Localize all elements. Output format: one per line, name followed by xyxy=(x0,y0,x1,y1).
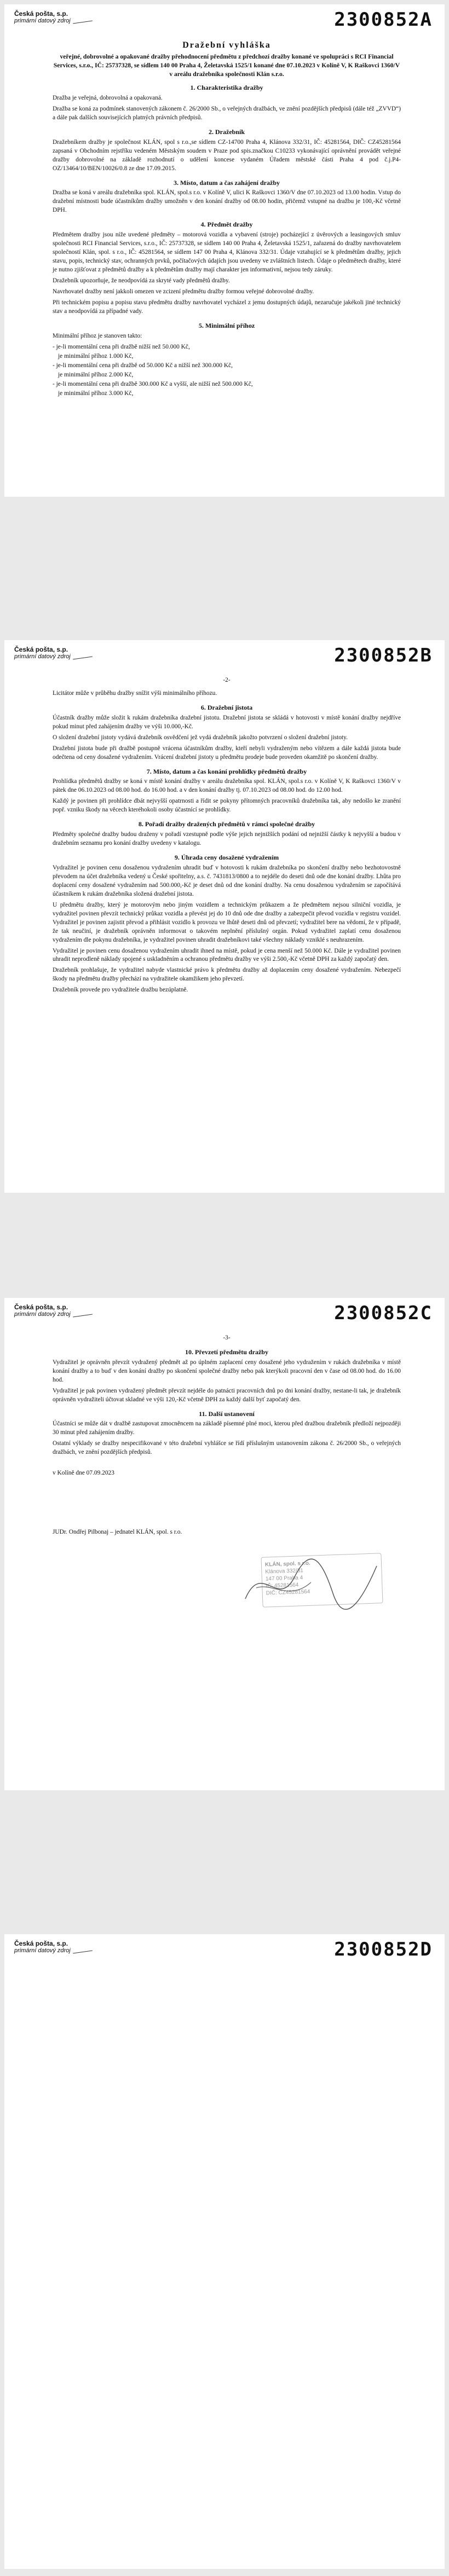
section-heading: 2. Dražebník xyxy=(209,128,245,136)
document-subtitle: veřejné, dobrovolné a opakované dražby přehodnocení předmětu z předchozí dražby konané ve spolupráci s RCI Financial Services, s.r.o., IČ: 25737328, se sídlem 140 00 Praha 4, Želetavská 1525/1 konané dne 07.10.2023 v Kolíně V, K Raškovci 1360/V v areálu dražebníka společnosti Klán s.r.o. xyxy=(53,53,400,78)
stamp-line: KLÁN, spol. s r.o. xyxy=(264,1560,310,1568)
section-paragraph: Každý je povinen při prohlídce dbát nejvyšší opatrnosti a řídit se pokyny přítomných pracovníků dražebníka tak, aby nedošlo ke zranění popř. vzniku škody na věcech kteréhokoli osoby účastnící se prohlídky. xyxy=(53,798,401,814)
stamp-line: IČ: 45281564 xyxy=(266,1582,299,1589)
document-page-4 xyxy=(4,1934,445,2569)
bid-increment-list xyxy=(53,343,401,398)
stamp-line: DIČ: CZ45281564 xyxy=(266,1588,310,1597)
section-paragraph: Vydražitel je povinen cenu dosaženou vydražením uhradit buď v hotovosti k rukám dražebníka po skončení dražby nebo bezhotovostně převodem na účet dražebníka vedený u České spořitelny, a.s. č. 7431813/0800 a to nejdéle do deseti dnů ode dne konání dražby. Lhůta pro doplacení ceny dosažené vydražením nad 500.000,-Kč je deset dnů od dne konání dražby. Na cenu dosaženou vydražením se započítává účastníkem k rukám dražebníka složená dražební jistota. xyxy=(53,864,401,897)
section-paragraph: Dražebník provede pro vydražitele dražbu bezúplatně. xyxy=(53,987,188,994)
postal-stamp xyxy=(14,646,93,661)
section-paragraph: Dražebníkem dražby je společnost KLÁN, spol s r.o.,se sídlem CZ-14700 Praha 4, Klánova 332/31, IČ: 45281564, DIČ: CZ45281564 zapsaná v Obchodním rejstříku vedeném Městským soudem v Praze pod spis.značkou C10233 vykonávající oprávnění provádět veřejné dražby dobrovolné na základě rozhodnutí o udělení koncese vydaném Úřadem městské části Praha 4 pod č.j.P4-OZ/13464/10/BEN/10026/0.8 ze dne 17.09.2015. xyxy=(53,138,401,172)
section-heading: 5. Minimální příhoz xyxy=(198,321,255,329)
list-item: je minimální příhoz 1.000 Kč, xyxy=(58,352,134,359)
place-date: v Kolíně dne 07.09.2023 xyxy=(53,1470,114,1477)
section-paragraph: Prohlídka předmětů dražby se koná v místě konání dražby v areálu dražebníka spol. KLÁN, spol.s r.o. v Kolíně V, K Raškovci 1360/V v pátek dne 06.10.2023 od 08.00 hod. do 16.00 hod. a v den konání dražby tj. 07.10.2023 od 08.00 hod. do 12.00 hod. xyxy=(53,778,401,794)
page-content xyxy=(53,675,401,997)
section-heading: 4. Předmět dražby xyxy=(200,221,253,229)
postal-stamp xyxy=(14,1940,93,1955)
page-marker: -2- xyxy=(223,677,231,683)
page-content xyxy=(53,1333,401,1539)
section-paragraph: Dražba je veřejná, dobrovolná a opakovaná. xyxy=(53,95,163,102)
list-item: - je-li momentální cena při dražbě nižší než 50.000 Kč, xyxy=(53,343,190,350)
section-paragraph: Ostatní výklady se dražby nespecifikované v této dražební vyhlášce se řídí příslušným ustanovením zákona č. 26/2000 Sb., o veřejných dražbách, ve znění pozdějších předpisů. xyxy=(53,1440,401,1456)
document-number: 2300852A xyxy=(334,9,433,31)
document-page-3 xyxy=(4,1298,445,1790)
section-paragraph: O složení dražební jistoty vydává dražebník osvědčení jež vydá dražebník jakožto potvrzení o složení dražební jistoty. xyxy=(53,734,348,741)
section-paragraph: Účastník dražby může složit k rukám dražebníka dražební jistotu. Dražební jistota se skládá v hotovosti v místě konání dražby nejdříve pokud minut před zahájením dražby ve výši 10.000,-Kč. xyxy=(53,714,401,730)
section-paragraph: Dražebník upozorňuje, že neodpovídá za skryté vady předmětů dražby. xyxy=(53,277,230,285)
section-paragraph: U předmětu dražby, který je motorovým nebo jiným vozidlem a technickým průkazem a že předmětem nejsou silniční vozidla, je vydražitel povinen převzít technický průkaz vozidla a převést jej do 10 dnů ode dne dražby a zabezpečit převod vozidla v registru vozidel. Vydražitel je povinen zajistit převod a přihlásit vozidlo k provozu ve lhůtě deseti dnů od převzetí; vydražitel bere na vědomí, že v případě, že tak neučiní, je dražebník oprávněn informovat o takovém neplnění příslušný orgán. Pokud vydražitel zaplatí cenu dosaženou vydražením dle pokynu dražebníka, je vydražitel povinen uhradit dražebníkovi také všechny náklady vzniklé s neuhrazením. xyxy=(53,901,401,943)
handwritten-signature xyxy=(240,1550,382,1615)
stamp-note: primární datový zdroj xyxy=(14,18,71,25)
stamp-signature xyxy=(73,1951,93,1954)
section-paragraph: Navrhovatel dražby není jakkoli omezen ve zcizení předmětu dražby formou veřejné dobrovolné dražby. xyxy=(53,288,314,295)
document-number: 2300852C xyxy=(334,1302,433,1324)
section-heading: 7. Místo, datum a čas konání prohlídky předmětů dražby xyxy=(146,767,307,775)
page-marker: -3- xyxy=(223,1335,231,1341)
section-heading: 8. Pořadí dražby dražených předmětů v rámci společné dražby xyxy=(138,820,315,828)
postal-stamp xyxy=(14,1303,93,1319)
document-title: Dražební vyhláška xyxy=(182,40,271,50)
section-paragraph: Vydražitel je oprávněn převzít vydražený předmět až po úplném zaplacení ceny dosažené jeho vydražením v rukách dražebníka v místě konání dražby a to buď v den konání dražby po skončení společné dražby nebo pak kterýkoli pracovní den v čase od 08.00 hod. do 16.00 hod. xyxy=(53,1359,401,1383)
post-name: Česká pošta, s.p. xyxy=(14,1940,68,1947)
stamp-signature xyxy=(73,21,93,24)
stamp-note: primární datový zdroj xyxy=(14,653,71,660)
section-heading: 6. Dražební jistota xyxy=(200,703,253,711)
section-paragraph: Vydražitel je pak povinen vydražený předmět převzít nejdéle do patnácti pracovních dnů po dni konání dražby, nestane-li tak, je dražebník oprávněn vydražiteli účtovat skladné ve výši 120,-Kč včetně DPH za každý další byť započatý den. xyxy=(53,1387,401,1403)
section-paragraph: Dražebník prohlašuje, že vydražitel nabyde vlastnické právo k předmětu dražby až doplacením ceny dosažené vydražením. Nebezpečí škody na předmětu dražby přechází na vydražitele okamžikem jeho převzetí. xyxy=(53,967,401,983)
post-name: Česká pošta, s.p. xyxy=(14,1303,68,1311)
section-heading: 3. Místo, datum a čas zahájení dražby xyxy=(174,178,280,187)
stamp-note: primární datový zdroj xyxy=(14,1947,71,1954)
section-heading: 11. Další ustanovení xyxy=(199,1409,255,1418)
section-paragraph: Dražba se koná v areálu dražebníka spol. KLÁN, spol.s r.o. v Kolíně V, ulici K Raškovci 1360/V dne 07.10.2023 od 13.00 hodin. Vstup do dražební místnosti bude účastníkům dražby umožněn v den konání dražby od 08.00 hodin, přičemž vstupné na dražbu je 100,-Kč včetně DPH. xyxy=(53,189,401,214)
section-heading: 1. Charakteristika dražby xyxy=(190,84,263,92)
section-paragraph: Vydražitel je povinen cenu dosaženou vydražením uhradit ihned na místě, pokud je cena menší než 50.000 Kč. Dále je vydražitel povinen uhradit neprodleně náklady spojené s uskladněním a ochranou předmětu dražby ve výši 2.500,-Kč včetně DPH za každý započatý den. xyxy=(53,947,401,963)
section-paragraph: Při technickém popisu a popisu stavu předmětu dražby navrhovatel vycházel z jemu dostupných údajů, nezaručuje jakékoli jiné technický stav a neodpovídá za případné vady. xyxy=(53,299,401,315)
stamp-line: Klánova 332/31 xyxy=(265,1568,304,1575)
section-paragraph: Dražební jistota bude při dražbě postupně vrácena účastníkům dražby, kteří nebyli vydraženým nebo vítězem a dále každá jistota bude odečtena od ceny dosažené vydražením. Vrácení dražební jistoty u předmětu prodeje bude proveden okamžitě po skončení dražby. xyxy=(53,745,401,761)
section-heading: 10. Převzetí předmětu dražby xyxy=(185,1348,268,1356)
stamp-line: 147 00 Praha 4 xyxy=(265,1575,303,1582)
list-item: - je-li momentální cena při dražbě 300.000 Kč a vyšší, ale nižší než 500.000 Kč, xyxy=(53,380,253,387)
list-item: je minimální příhoz 2.000 Kč, xyxy=(58,371,134,378)
section-paragraph: Dražba se koná za podmínek stanovených zákonem č. 26/2000 Sb., o veřejných dražbách, ve znění pozdějších předpisů (dále též „ZVVD“) a dále pak dalších souvisejících platných právních předpisů. xyxy=(53,106,401,121)
post-name: Česká pošta, s.p. xyxy=(14,10,68,18)
document-page-2 xyxy=(4,640,445,1193)
page-content xyxy=(53,39,401,399)
section-paragraph: Účastníci se může dát v dražbě zastupovat zmocněncem na základě písemné plné moci, kterou před dražbou dražebník předloží nejpozději 30 minut před zahájením dražby. xyxy=(53,1420,401,1436)
stamp-signature xyxy=(73,657,93,660)
document-page-1 xyxy=(4,4,445,497)
stamp-note: primární datový zdroj xyxy=(14,1311,71,1318)
postal-stamp xyxy=(14,10,93,25)
section-paragraph: Minimální příhoz je stanoven takto: xyxy=(53,332,142,339)
document-number: 2300852D xyxy=(334,1939,433,1960)
section-heading: 9. Úhrada ceny dosažené vydražením xyxy=(174,853,279,861)
signatory: JUDr. Ondřej Pilbonaj – jednatel KLÁN, spol. s r.o. xyxy=(53,1529,182,1536)
stamp-signature xyxy=(73,1314,93,1318)
list-item: je minimální příhoz 3.000 Kč, xyxy=(58,390,134,397)
section-paragraph: Předměty společné dražby budou draženy v pořadí vzestupně podle výše jejich nejnižších podání od nejnižší částky k nejvyšší a budou v dražebním seznamu pro konání dražby uvedeny v katalogu. xyxy=(53,831,401,847)
section-paragraph: Licitátor může v průběhu dražby snížit výši minimálního příhozu. xyxy=(53,689,217,697)
post-name: Česká pošta, s.p. xyxy=(14,646,68,653)
document-number: 2300852B xyxy=(334,645,433,666)
section-paragraph: Předmětem dražby jsou níže uvedené předměty – motorová vozidla a vybavení (stroje) pocházející z úvěrových a leasingových smluv společnosti RCI Financial Services, s.r.o., IČ: 25737328, se sídlem 140 00 Praha 4, Želetavská 1525/1, zařazená do dražby navrhovatelem společností Klán, spol. s r.o., IČ: 45281564, se sídlem 147 00 Praha 4, Klánova 332/31. Údaje vztahující se k předmětům dražby, jejich stavu, popis, technický stav, ochranných prvků, počítačových údajích jsou uvedeny ve zvláštních listech. Údaje o předmětech dražby, které je nutno zjišťovat z předmětů dražby a k předmětům dražby mají charakter jen informativní, nejsou tedy záruky. xyxy=(53,231,401,274)
list-item: - je-li momentální cena při dražbě od 50.000 Kč a nižší než 300.000 Kč, xyxy=(53,362,233,369)
